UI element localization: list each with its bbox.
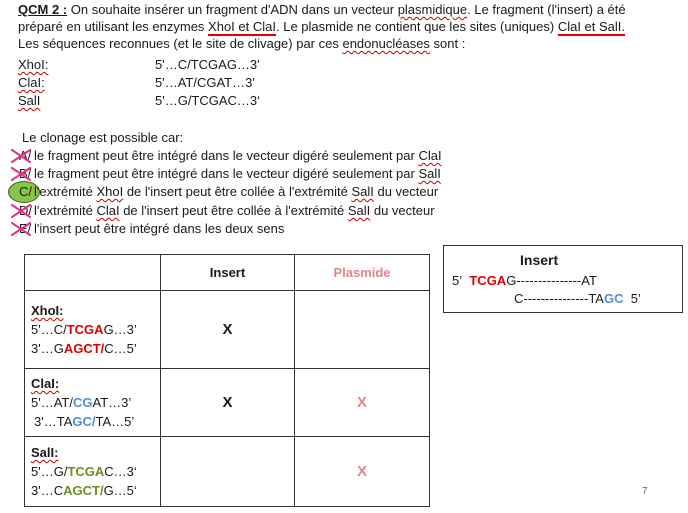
option-text: l'extrémité (34, 203, 97, 218)
question-term: plasmidique (397, 2, 468, 17)
row-enzyme-name: SalI: (31, 445, 59, 460)
seq-part: AT…3’ (92, 395, 132, 410)
option-term: SalI (418, 166, 441, 181)
seq-part: 3'…TA (34, 414, 73, 429)
option-letter: C/ (19, 184, 32, 199)
insert-strand-top (452, 273, 597, 288)
row-enzyme-name: XhoI: (31, 303, 64, 318)
cell-plasmide-xhoi (295, 291, 430, 369)
cross-mark-icon (10, 203, 32, 219)
option-a[interactable] (34, 148, 442, 164)
option-text: l'extrémité (34, 184, 97, 199)
question-line-3 (18, 36, 465, 52)
option-letter: B/ (19, 166, 32, 181)
cell-insert-clai: X (161, 369, 295, 437)
option-term: SalI (351, 184, 374, 199)
question-line-2 (18, 19, 625, 35)
enzyme-sequence: 5'…G/TCGAC…3‘ (155, 93, 261, 108)
option-e[interactable] (34, 221, 284, 237)
digestion-table (24, 254, 430, 507)
cell-insert-xhoi: X (161, 291, 295, 369)
row-label-clai (25, 369, 161, 437)
question-text: Les séquences reconnues (et le site de clivage) par ces (18, 36, 343, 51)
option-text: du vecteur (373, 184, 439, 199)
option-text: le fragment peut être intégré dans le vecteur digéré seulement par (34, 166, 419, 181)
insert-box (443, 245, 683, 313)
options-prompt: Le clonage est possible car: (22, 130, 184, 145)
seq-part: C…3‘ (104, 464, 137, 479)
row-seq-top (31, 320, 159, 339)
option-d[interactable] (34, 203, 435, 219)
option-b[interactable] (34, 166, 441, 182)
seq-overhang: TCGA (66, 322, 104, 337)
seq-part: 5'…C/ (31, 322, 67, 337)
option-text: du vecteur (370, 203, 435, 218)
option-letter: A/ (19, 148, 32, 163)
highlighted-sites: ClaI et SalI. (557, 19, 626, 34)
cross-mark-icon (10, 221, 32, 237)
row-label-sali (25, 437, 161, 507)
seq-overhang: GC/ (72, 414, 96, 429)
seq-part: 5'…AT/ (31, 395, 73, 410)
enzyme-name: XhoI: (18, 57, 49, 72)
question-text: . Le plasmide ne contient que les sites (uniques) (275, 19, 558, 34)
question-text: . Le fragment (l'insert) a été (467, 2, 626, 17)
option-c[interactable] (34, 184, 438, 200)
option-text: de l'insert peut être collée à l'extrémité (119, 203, 348, 218)
question-text: sont : (429, 36, 466, 51)
strand-label: 5’ (452, 273, 463, 288)
cell-plasmide-clai: X (295, 369, 430, 437)
option-term: SalI (347, 203, 371, 218)
seq-overhang: AGCT/ (63, 341, 105, 356)
row-seq-bottom (31, 339, 159, 358)
row-label-xhoi (25, 291, 161, 369)
row-seq-top (31, 393, 159, 412)
cross-mark-icon (10, 166, 32, 182)
seq-part: G…5‘ (103, 483, 137, 498)
option-letter: D/ (19, 203, 32, 218)
option-text: de l'insert peut être collée à l'extrémité (123, 184, 352, 199)
seq-overhang: TCGA (67, 464, 105, 479)
header-plasmide: Plasmide (295, 255, 430, 291)
question-label: QCM 2 : (18, 2, 68, 17)
row-seq-bottom (31, 412, 159, 431)
option-term: ClaI (96, 203, 120, 218)
cell-insert-sali (161, 437, 295, 507)
seq-overhang: AGCT/ (63, 483, 104, 498)
cell-plasmide-sali: X (295, 437, 430, 507)
seq-part: 5'…G/ (31, 464, 68, 479)
option-term: ClaI (418, 148, 442, 163)
enzyme-sequence: 5'…C/TCGAG…3' (155, 57, 260, 72)
question-text: préparé en utilisant les enzymes (18, 19, 209, 34)
option-text: l'insert peut être intégré dans les deux sens (34, 221, 285, 236)
row-seq-bottom (31, 481, 159, 500)
page-number: 7 (642, 486, 648, 497)
enzyme-name: SalI (18, 93, 41, 108)
table-corner (25, 255, 161, 291)
question-term: endonucléases (342, 36, 430, 51)
seq-part: C…5’ (104, 341, 137, 356)
insert-strand-bottom (514, 291, 641, 306)
header-insert: Insert (161, 255, 295, 291)
seq-part: 3'…G (31, 341, 64, 356)
option-letter: E/ (19, 221, 32, 236)
strand-label: 5’ (630, 291, 641, 306)
option-text: le fragment peut être intégré dans le vecteur digéré seulement par (34, 148, 419, 163)
question-text: On souhaite insérer un fragment d'ADN dans un vecteur (67, 2, 398, 17)
question-line-1 (18, 2, 626, 18)
strand-overhang: TCGA (469, 273, 507, 288)
seq-part: TA…5’ (95, 414, 135, 429)
strand-body: C---------------TA (514, 291, 604, 306)
strand-overhang: GC (603, 291, 624, 306)
row-enzyme-name: ClaI: (31, 376, 60, 391)
enzyme-name: ClaI: (18, 75, 45, 90)
seq-part: G…3’ (103, 322, 137, 337)
seq-overhang: CG (72, 395, 93, 410)
highlighted-enzymes: XhoI et ClaI (208, 19, 276, 34)
option-term: XhoI (96, 184, 124, 199)
cross-mark-icon (10, 148, 32, 164)
insert-box-title: Insert (520, 252, 559, 268)
row-seq-top (31, 462, 159, 481)
strand-body: G---------------AT (506, 273, 597, 288)
enzyme-sequence: 5'…AT/CGAT…3' (155, 75, 255, 90)
seq-part: 3'…C (31, 483, 64, 498)
